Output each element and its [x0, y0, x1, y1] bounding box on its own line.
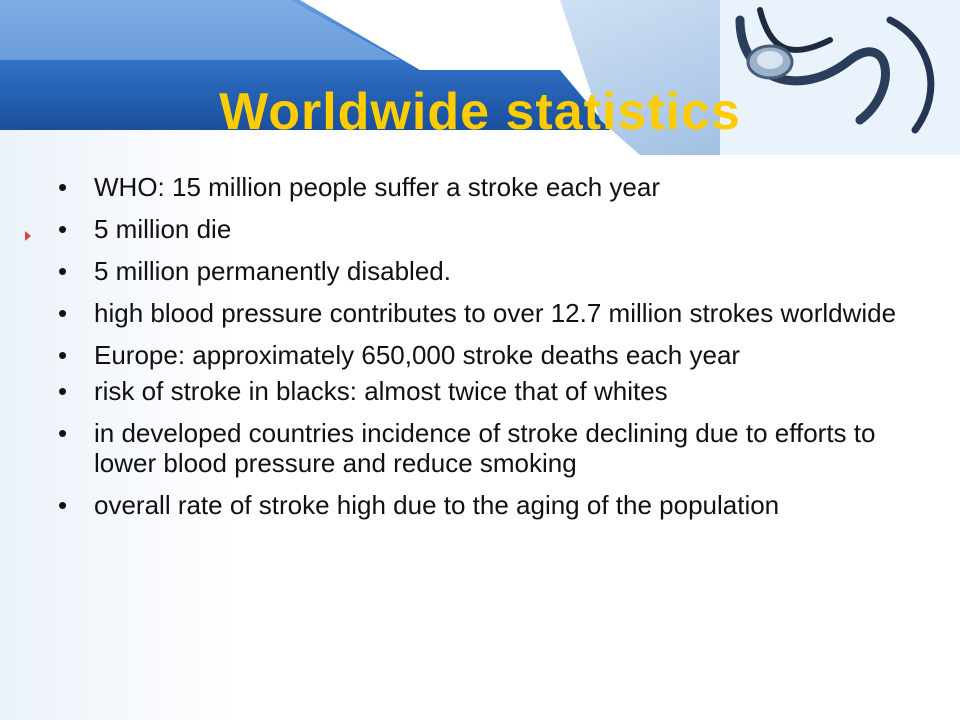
bullet-dot: • — [58, 376, 68, 406]
bullet-text: in developed countries incidence of stroke declining due to efforts to lower blood pressure and reduce smoking — [94, 418, 876, 478]
list-item — [56, 298, 906, 328]
list-item — [56, 256, 906, 286]
bullet-dot: • — [58, 172, 68, 202]
slide-title: Worldwide statistics — [219, 83, 741, 141]
bullet-text: 5 million permanently disabled. — [94, 256, 451, 286]
bullet-text: Europe: approximately 650,000 stroke deaths each year — [94, 340, 741, 370]
bullet-dot: • — [58, 298, 68, 328]
bullet-dot: • — [58, 256, 68, 286]
bullet-text: risk of stroke in blacks: almost twice that of whites — [94, 376, 668, 406]
bullet-text: 5 million die — [94, 214, 232, 244]
bullet-dot: • — [58, 418, 68, 448]
bullet-text: high blood pressure contributes to over 12.7 million strokes worldwide — [94, 298, 897, 328]
bullet-list — [56, 172, 906, 520]
list-item — [56, 214, 906, 244]
slide-marker-icon — [25, 231, 31, 241]
list-item — [56, 376, 906, 406]
list-item — [56, 172, 906, 202]
bullet-text: WHO: 15 million people suffer a stroke each year — [94, 172, 661, 202]
bullet-text: overall rate of stroke high due to the aging of the population — [94, 490, 780, 520]
list-item — [56, 490, 906, 520]
list-item — [56, 418, 906, 478]
bullet-dot: • — [58, 340, 68, 370]
bullet-dot: • — [58, 490, 68, 520]
list-item — [56, 340, 906, 370]
bullet-dot: • — [58, 214, 68, 244]
